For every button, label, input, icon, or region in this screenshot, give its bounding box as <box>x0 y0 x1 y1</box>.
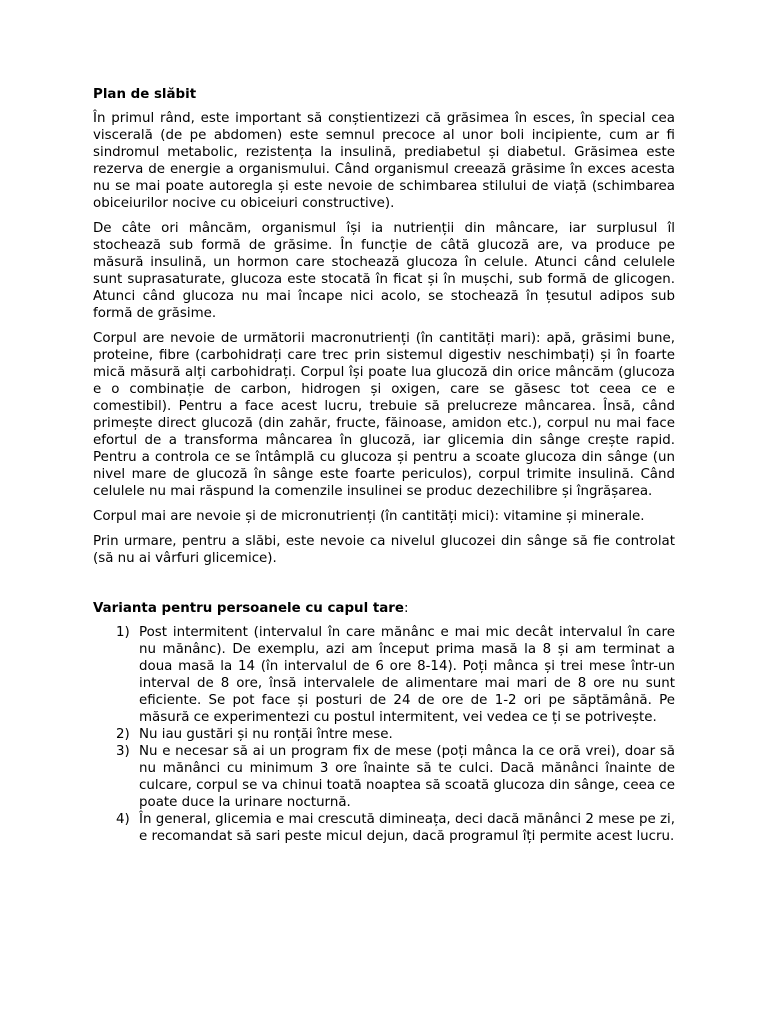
section-spacer <box>93 575 675 600</box>
list-item-number: 3) <box>116 744 130 759</box>
paragraph-conclusion: Prin urmare, pentru a slăbi, este nevoie ca nivelul glucozei din sânge să fie controlat (să nu ai vârfuri glicemice). <box>93 534 675 566</box>
list-item <box>93 726 675 743</box>
list-item <box>93 743 675 811</box>
list-item <box>93 624 675 726</box>
document-title: Plan de slăbit <box>93 87 197 102</box>
list-item-text: Nu iau gustări și nu ronțăi între mese. <box>139 727 393 742</box>
section-heading-suffix: : <box>403 601 409 616</box>
section-heading-bold: Varianta pentru persoanele cu capul tare <box>93 601 404 616</box>
list-item-text: În general, glicemia e mai crescută dimineața, deci dacă mănânci 2 mese pe zi, e recomandat să sari peste micul dejun, dacă programul îți permite acest lucru. <box>139 812 675 844</box>
paragraph-macronutrients: Corpul are nevoie de următorii macronutrienți (în cantități mari): apă, grăsimi bune, proteine, fibre (carbohidrați care trec prin sistemul digestiv neschimbați) și în foarte mică măsură alți carbohidrați. Corpul își poate lua glucoză din orice mâncăm (glucoza e o combinație de carbon, hidrogen și oxigen, care se găsesc tot ceea ce e comestibil). Pentru a face acest lucru, trebuie să prelucreze mâncarea. Însă, când primește direct glucoză (din zahăr, fructe, făinoase, amidon etc.), corpul nu mai face efortul de a transforma mâncarea în glucoză, iar glicemia din sânge crește rapid. Pentru a controla ce se întâmplă cu glucoza și pentru a scoate glucoza din sânge (un nivel mare de glucoză în sânge este foarte periculos), corpul trimite insulină. Când celulele nu mai răspund la comenzile insulinei se produc dezechilibre și îngrășarea. <box>93 331 675 499</box>
list-item-text: Nu e necesar să ai un program fix de mese (poți mânca la ce oră vrei), doar să nu mănânci cu minimum 3 ore înainte să te culci. Dacă mănânci înainte de culcare, corpul se va chinui toată noaptea să scoată glucoza din sânge, ceea ce poate duce la urinare nocturnă. <box>139 744 675 810</box>
numbered-list <box>93 624 675 845</box>
section-heading <box>93 600 675 617</box>
paragraph-nutrients: De câte ori mâncăm, organismul își ia nutrienții din mâncare, iar surplusul îl stochează sub formă de grăsime. În funcție de câtă glucoză are, va produce pe măsură insulină, un hormon care stochează glucoza în celule. Atunci când celulele sunt suprasaturate, glucoza este stocată în ficat și în mușchi, sub formă de glicogen. Atunci când glucoza nu mai încape nici acolo, se stochează în țesutul adipos sub formă de grăsime. <box>93 221 675 321</box>
list-item-number: 4) <box>116 812 130 827</box>
list-item-number: 1) <box>116 625 130 640</box>
list-item-number: 2) <box>116 727 130 742</box>
document-page <box>93 86 675 845</box>
list-item <box>93 811 675 845</box>
paragraph-intro: În primul rând, este important să conștientizezi că grăsimea în esces, în special cea viscerală (de pe abdomen) este semnul precoce al unor boli incipiente, cum ar fi sindromul metabolic, rezistența la insulină, prediabetul și diabetul. Grăsimea este rezerva de energie a organismului. Când organismul creează grăsime în exces acesta nu se mai poate autoregla și este nevoie de schimbarea stilului de viață (schimbarea obiceiurilor nocive cu obiceiuri constructive). <box>93 111 675 211</box>
paragraph-micronutrients: Corpul mai are nevoie și de micronutrienți (în cantități mici): vitamine și minerale. <box>93 509 645 524</box>
list-item-text: Post intermitent (intervalul în care mănânc e mai mic decât intervalul în care nu mănânc). De exemplu, azi am început prima masă la 8 și am terminat a doua masă la 14 (în intervalul de 6 ore 8-14). Poți mânca și trei mese într-un interval de 8 ore, însă intervalele de alimentare mai mari de 8 ore nu sunt eficiente. Se pot face și posturi de 24 de ore de 1-2 ori pe săptămână. Pe măsură ce experimentezi cu postul intermitent, vei vedea ce ți se potrivește. <box>139 625 675 725</box>
